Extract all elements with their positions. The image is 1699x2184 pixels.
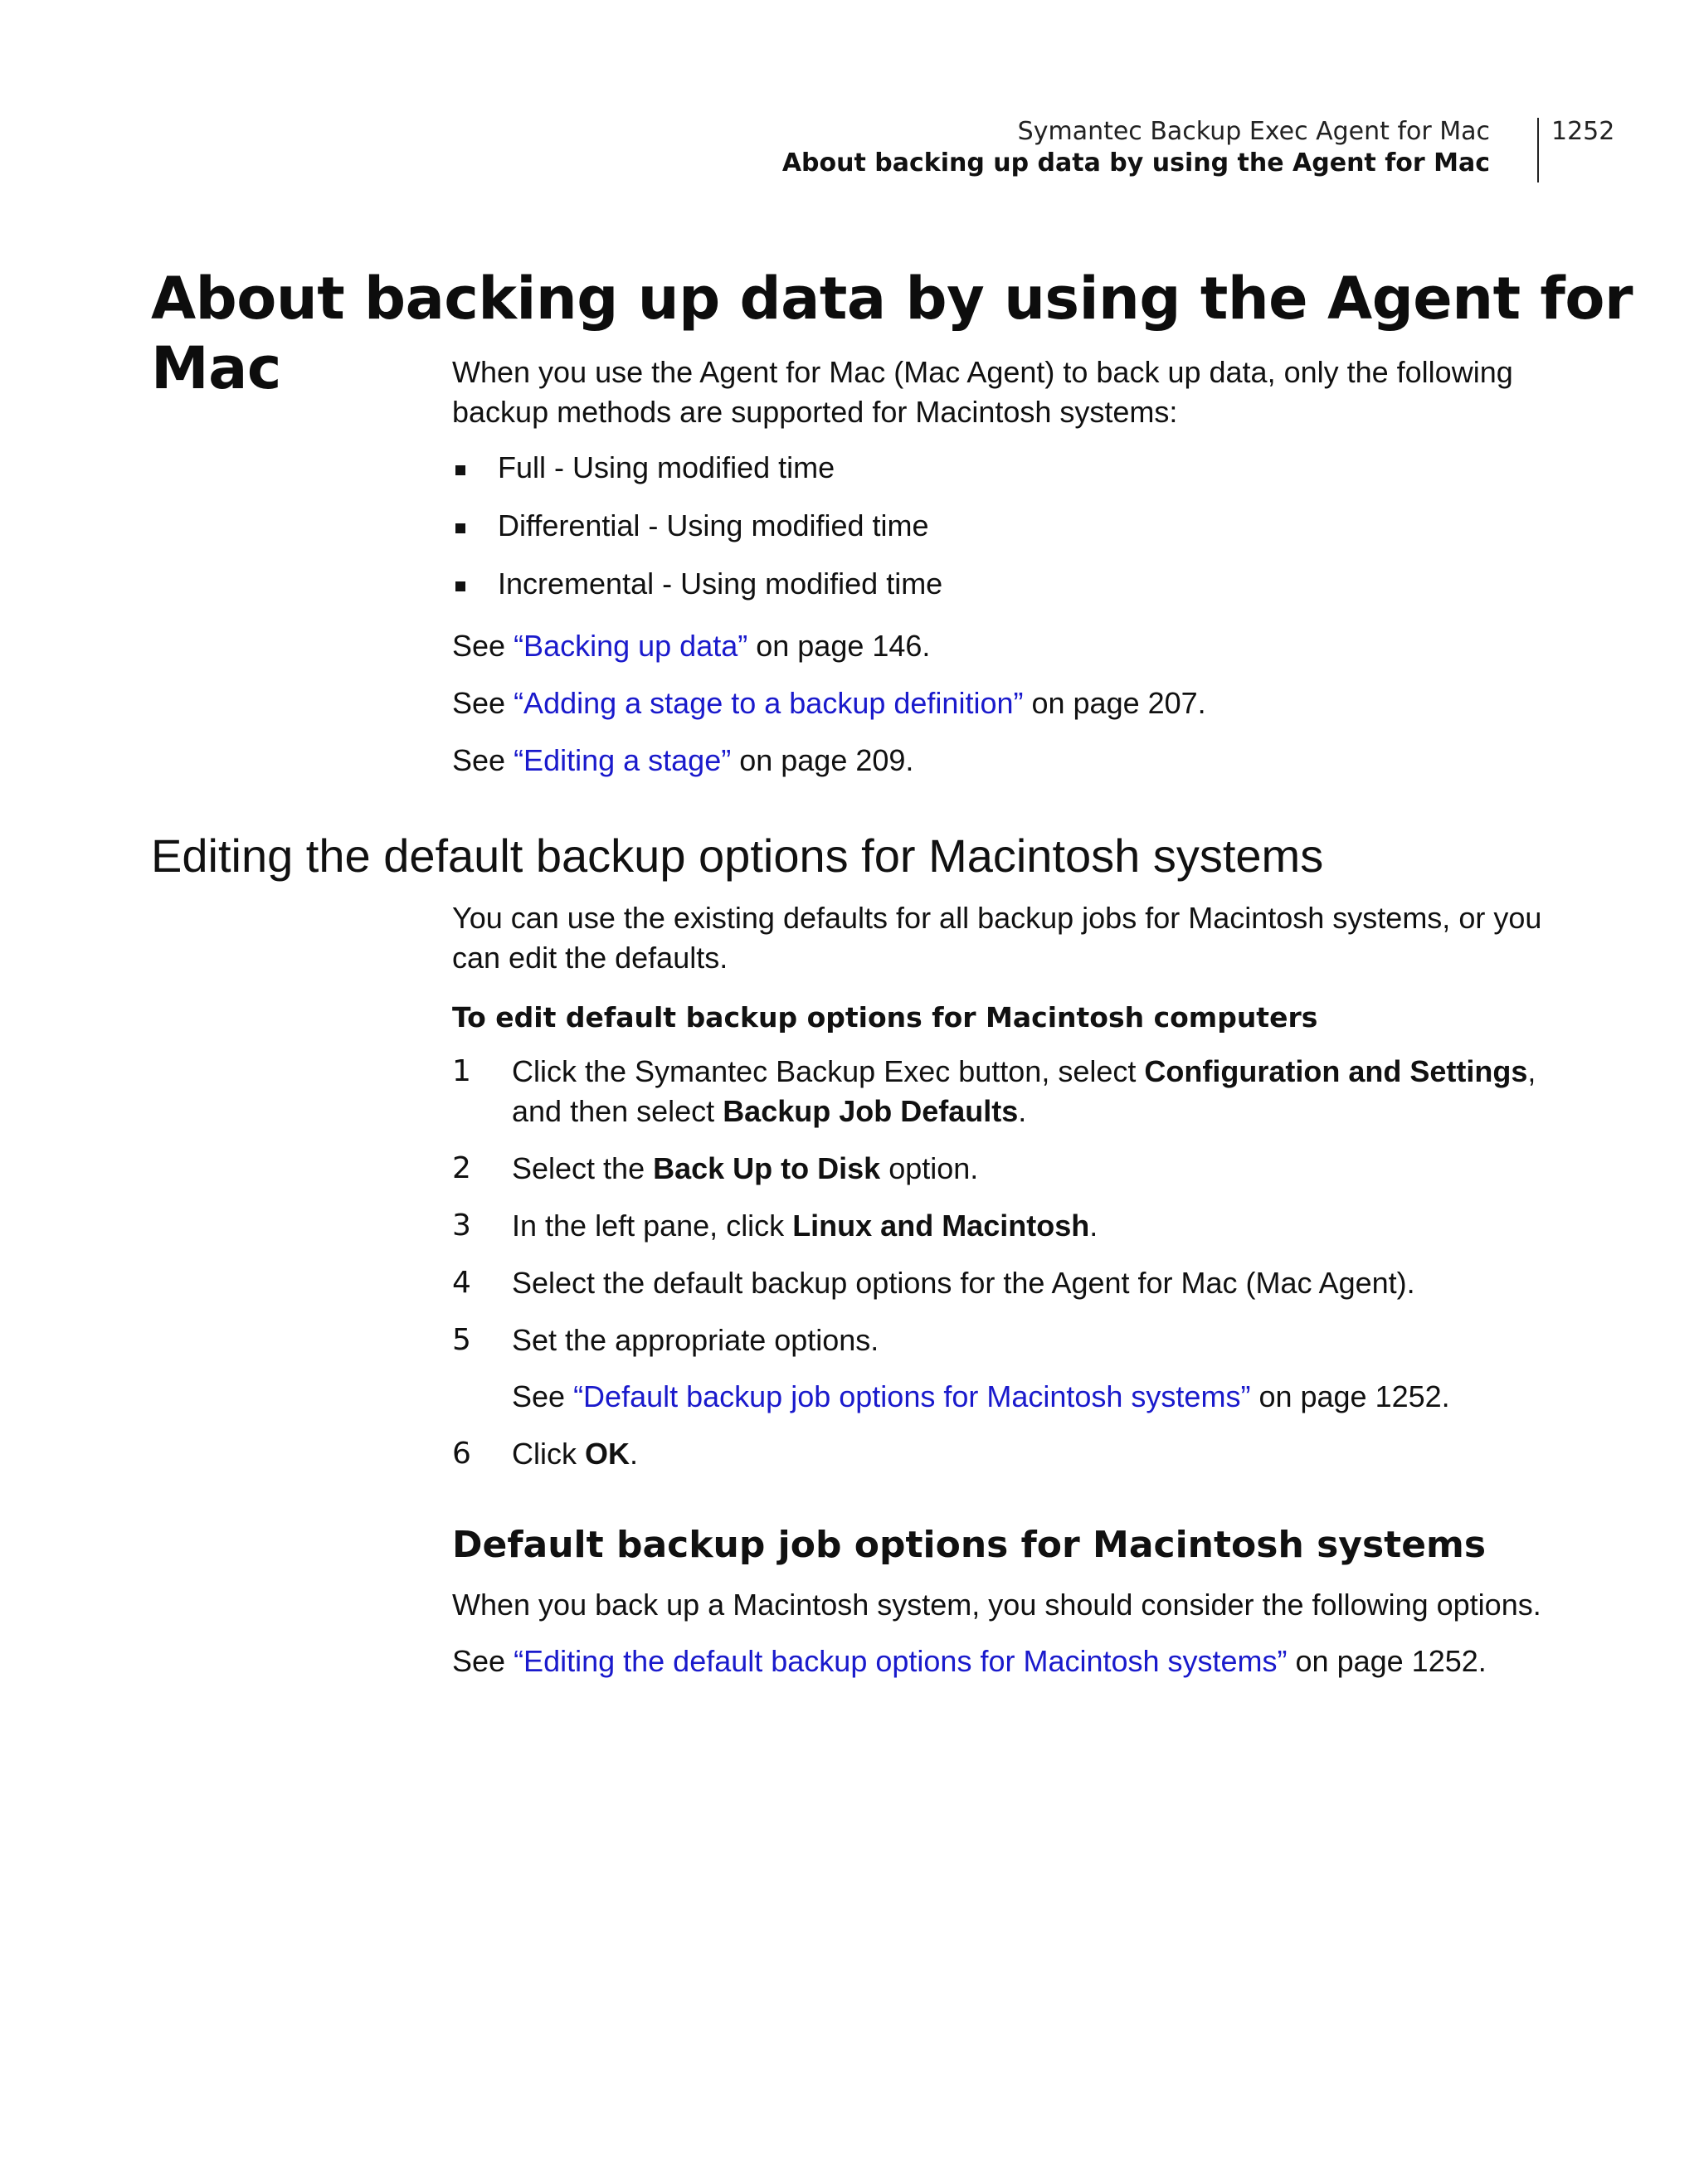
step-number: 2 bbox=[452, 1151, 471, 1185]
link-editing-default-backup-options[interactable]: “Editing the default backup options for Macintosh systems” bbox=[514, 1644, 1288, 1678]
step-number: 5 bbox=[452, 1323, 471, 1357]
see-also-editing-stage: See “Editing a stage” on page 209. bbox=[452, 743, 914, 777]
see-also-backing-up-data: See “Backing up data” on page 146. bbox=[452, 629, 931, 663]
section3-intro: When you back up a Macintosh system, you should consider the following options. bbox=[452, 1588, 1541, 1622]
bullet-icon bbox=[455, 581, 465, 591]
bullet-icon bbox=[455, 523, 465, 533]
step-number: 1 bbox=[452, 1054, 471, 1088]
section2-intro: You can use the existing defaults for all backup jobs for Macintosh systems, or you can edit the defaults. bbox=[452, 901, 1542, 975]
step-2: 2 Select the Back Up to Disk option. bbox=[452, 1149, 1555, 1206]
link-adding-stage[interactable]: “Adding a stage to a backup definition” bbox=[514, 686, 1024, 720]
list-item: Differential - Using modified time bbox=[452, 506, 1555, 564]
link-backing-up-data[interactable]: “Backing up data” bbox=[514, 629, 748, 663]
running-header bbox=[782, 116, 1490, 179]
section-title-default-job-options: Default backup job options for Macintosh systems bbox=[452, 1524, 1487, 1566]
link-editing-stage[interactable]: “Editing a stage” bbox=[514, 743, 732, 777]
section-title-about: About backing up data by using the Agent for Mac bbox=[151, 265, 1633, 402]
list-item: Incremental - Using modified time bbox=[452, 564, 1555, 622]
running-header-section: About backing up data by using the Agent for Mac bbox=[781, 148, 1490, 178]
backup-methods-list bbox=[452, 448, 1555, 622]
step-1: 1 Click the Symantec Backup Exec button, select Configuration and Settings, and then select Backup Job Defaults. bbox=[452, 1052, 1555, 1149]
bullet-icon bbox=[455, 465, 465, 475]
step-number: 6 bbox=[452, 1437, 471, 1471]
see-also-editing-defaults: See “Editing the default backup options for Macintosh systems” on page 1252. bbox=[452, 1644, 1487, 1678]
see-also-adding-stage: See “Adding a stage to a backup definition” on page 207. bbox=[452, 686, 1206, 720]
step-5: 5 Set the appropriate options. See “Default backup job options for Macintosh systems” on page 1252. bbox=[452, 1321, 1555, 1434]
step-4: 4 Select the default backup options for the Agent for Mac (Mac Agent). bbox=[452, 1263, 1555, 1321]
step-5-see-also: See “Default backup job options for Macintosh systems” on page 1252. bbox=[512, 1379, 1450, 1413]
section-title-editing-defaults: Editing the default backup options for Macintosh systems bbox=[151, 829, 1324, 882]
step-6: 6 Click OK. bbox=[452, 1434, 1555, 1491]
header-divider bbox=[1537, 118, 1539, 182]
list-item: Full - Using modified time bbox=[452, 448, 1555, 506]
procedure-title: To edit default backup options for Macintosh computers bbox=[452, 1001, 1318, 1034]
link-default-backup-job-options[interactable]: “Default backup job options for Macintosh systems” bbox=[573, 1379, 1251, 1413]
procedure-steps bbox=[452, 1052, 1555, 1491]
step-number: 4 bbox=[452, 1266, 471, 1300]
step-3: 3 In the left pane, click Linux and Macintosh. bbox=[452, 1206, 1555, 1263]
step-number: 3 bbox=[452, 1209, 471, 1243]
section1-intro: When you use the Agent for Mac (Mac Agent) to back up data, only the following backup methods are supported for Macintosh systems: bbox=[452, 355, 1513, 429]
page-number: 1252 bbox=[1551, 117, 1615, 146]
running-header-chapter: Symantec Backup Exec Agent for Mac bbox=[1017, 117, 1490, 146]
